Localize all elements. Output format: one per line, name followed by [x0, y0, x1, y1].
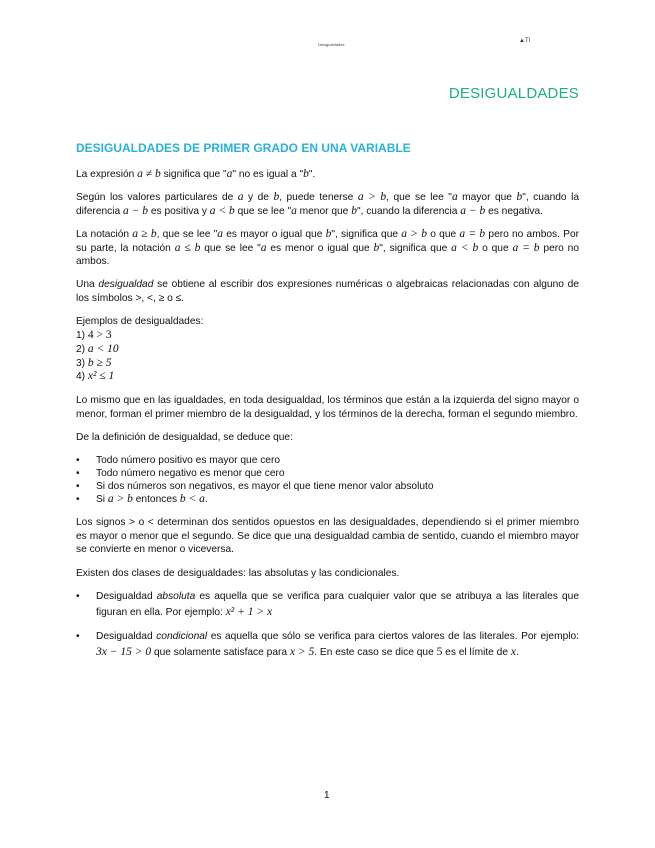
- paragraph-members: Lo mismo que en las igualdades, en toda desigualdad, los términos que están a la izquierda del signo mayor o menor, forman el primer miembro de la desigualdad, y los términos de la derecha, forman el segundo miembro.: [76, 395, 579, 420]
- paragraph-classes: Existen dos clases de desigualdades: las absolutas y las condicionales.: [76, 567, 400, 579]
- paragraph-greater-less: Según los valores particulares de a y de b, puede tenerse a > b, que se lee "a mayor que b", cuando la diferencia a − b es positiva y a < b que se lee "a menor que b", cuando la diferencia a − b es negativa.: [76, 191, 580, 217]
- bullet-list-properties: [76, 454, 579, 506]
- paragraph-notation: La notación a ≥ b, que se lee "a es mayor o igual que b", significa que a > b o que a = b pero no ambos. Por su parte, la notación a ≤ b que se lee "a es menor o igual que b", significa que a < b o que a = b pero no ambos.: [76, 228, 580, 268]
- list-item: • Todo número positivo es mayor que cero: [76, 454, 579, 467]
- list-item: • Desigualdad condicional es aquella que sólo se verifica para ciertos valores de las literales. Por ejemplo: 3x − 15 > 0 que solamente satisface para x > 5. En este caso se dice que 5 es el límite de x.: [76, 630, 579, 660]
- paragraph-desigualdad: Una desigualdad se obtiene al escribir dos expresiones numéricas o algebraicas relacionadas con alguno de los símbolos >, <, ≥ o ≤.: [76, 279, 579, 304]
- paragraph-deduce: De la definición de desigualdad, se deduce que:: [76, 432, 293, 444]
- list-item: 2) a < 10: [76, 342, 119, 355]
- list-item: 4) x² ≤ 1: [76, 370, 115, 383]
- examples-label: Ejemplos de desigualdades:: [76, 316, 204, 328]
- page-number: 1: [324, 790, 330, 801]
- paragraph-direction: Los signos > o < determinan dos sentidos opuestos en las desigualdades, dependiendo si el primer miembro es mayor o menor que el segundo. Se dice que una desigualdad cambia de sentido, cuando el miembro mayor se convierte en menor o viceversa.: [76, 517, 579, 556]
- running-header-left: Desigualdades: [318, 42, 345, 47]
- paragraph-definition: La expresión a ≠ b significa que "a" no es igual a "b".: [76, 168, 316, 180]
- list-item: • Si dos números son negativos, es mayor el que tiene menor valor absoluto: [76, 480, 579, 493]
- list-item: • Desigualdad absoluta es aquella que se verifica para cualquier valor que se atribuya a las literales que figuran en ella. Por ejemplo: x² + 1 > x: [76, 590, 579, 620]
- list-item: • Todo número negativo es menor que cero: [76, 467, 579, 480]
- document-title: DESIGUALDADES: [448, 85, 579, 102]
- document-body: [76, 168, 579, 670]
- bullet-list-classes: [76, 590, 579, 660]
- examples-list: [76, 315, 579, 384]
- running-header-right: ▲TI: [519, 38, 531, 44]
- list-item: 1) 4 > 3: [76, 329, 112, 342]
- list-item: • Si a > b entonces b < a.: [76, 493, 579, 506]
- list-item: 3) b ≥ 5: [76, 356, 112, 369]
- section-title: DESIGUALDADES DE PRIMER GRADO EN UNA VARIABLE: [76, 141, 411, 155]
